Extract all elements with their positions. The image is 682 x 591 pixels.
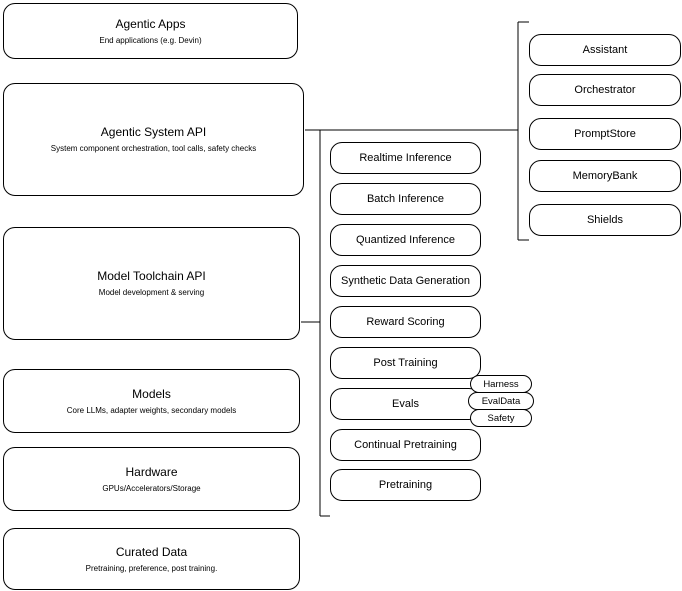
layer-title: Hardware — [125, 464, 178, 479]
component-pretraining[interactable] — [330, 469, 481, 501]
component-synthetic-data-generation[interactable] — [330, 265, 481, 297]
component-label: Reward Scoring — [366, 316, 445, 328]
subcomponent-safety[interactable] — [470, 409, 532, 427]
component-label: Synthetic Data Generation — [340, 275, 471, 287]
layer-subtitle: Core LLMs, adapter weights, secondary models — [66, 405, 237, 415]
component-label: MemoryBank — [572, 170, 638, 182]
layer-subtitle: GPUs/Accelerators/Storage — [102, 483, 201, 493]
subcomponent-label: EvalData — [481, 395, 521, 407]
layer-subtitle: End applications (e.g. Devin) — [99, 35, 202, 45]
layer-models[interactable] — [3, 369, 300, 433]
component-evals[interactable] — [330, 388, 481, 420]
subcomponent-harness[interactable] — [470, 375, 532, 393]
component-continual-pretraining[interactable] — [330, 429, 481, 461]
component-shields[interactable] — [529, 204, 681, 236]
component-post-training[interactable] — [330, 347, 481, 379]
layer-title: Models — [132, 386, 171, 401]
component-reward-scoring[interactable] — [330, 306, 481, 338]
layer-title: Model Toolchain API — [97, 269, 206, 283]
component-label: Pretraining — [378, 479, 433, 491]
component-label: Batch Inference — [366, 193, 445, 205]
component-label: Continual Pretraining — [354, 439, 457, 451]
layer-subtitle: Pretraining, preference, post training. — [85, 563, 218, 573]
layer-title: Agentic Apps — [115, 16, 186, 31]
component-quantized-inference[interactable] — [330, 224, 481, 256]
layer-title: Curated Data — [115, 544, 188, 559]
component-label: Post Training — [373, 357, 438, 369]
subcomponent-evaldata[interactable] — [468, 392, 534, 410]
layer-title: Agentic System API — [100, 125, 207, 139]
layer-subtitle: Model development & serving — [98, 288, 205, 297]
component-label: Shields — [586, 214, 624, 226]
component-label: Realtime Inference — [359, 152, 452, 164]
layer-curated-data[interactable] — [3, 528, 300, 590]
component-orchestrator[interactable] — [529, 74, 681, 106]
layer-agentic-apps[interactable] — [3, 3, 298, 59]
component-label: PromptStore — [574, 128, 636, 140]
layer-agentic-system-api[interactable] — [3, 83, 304, 196]
component-batch-inference[interactable] — [330, 183, 481, 215]
layer-subtitle: System component orchestration, tool calls, safety checks — [50, 144, 257, 153]
component-label: Orchestrator — [574, 84, 636, 96]
component-promptstore[interactable] — [529, 118, 681, 150]
component-assistant[interactable] — [529, 34, 681, 66]
layer-hardware[interactable] — [3, 447, 300, 511]
component-realtime-inference[interactable] — [330, 142, 481, 174]
subcomponent-label: Safety — [487, 412, 515, 424]
component-memorybank[interactable] — [529, 160, 681, 192]
component-label: Quantized Inference — [355, 234, 456, 246]
component-label: Assistant — [582, 44, 628, 56]
component-label: Evals — [392, 398, 419, 410]
subcomponent-label: Harness — [483, 378, 519, 390]
layer-model-toolchain-api[interactable] — [3, 227, 300, 340]
